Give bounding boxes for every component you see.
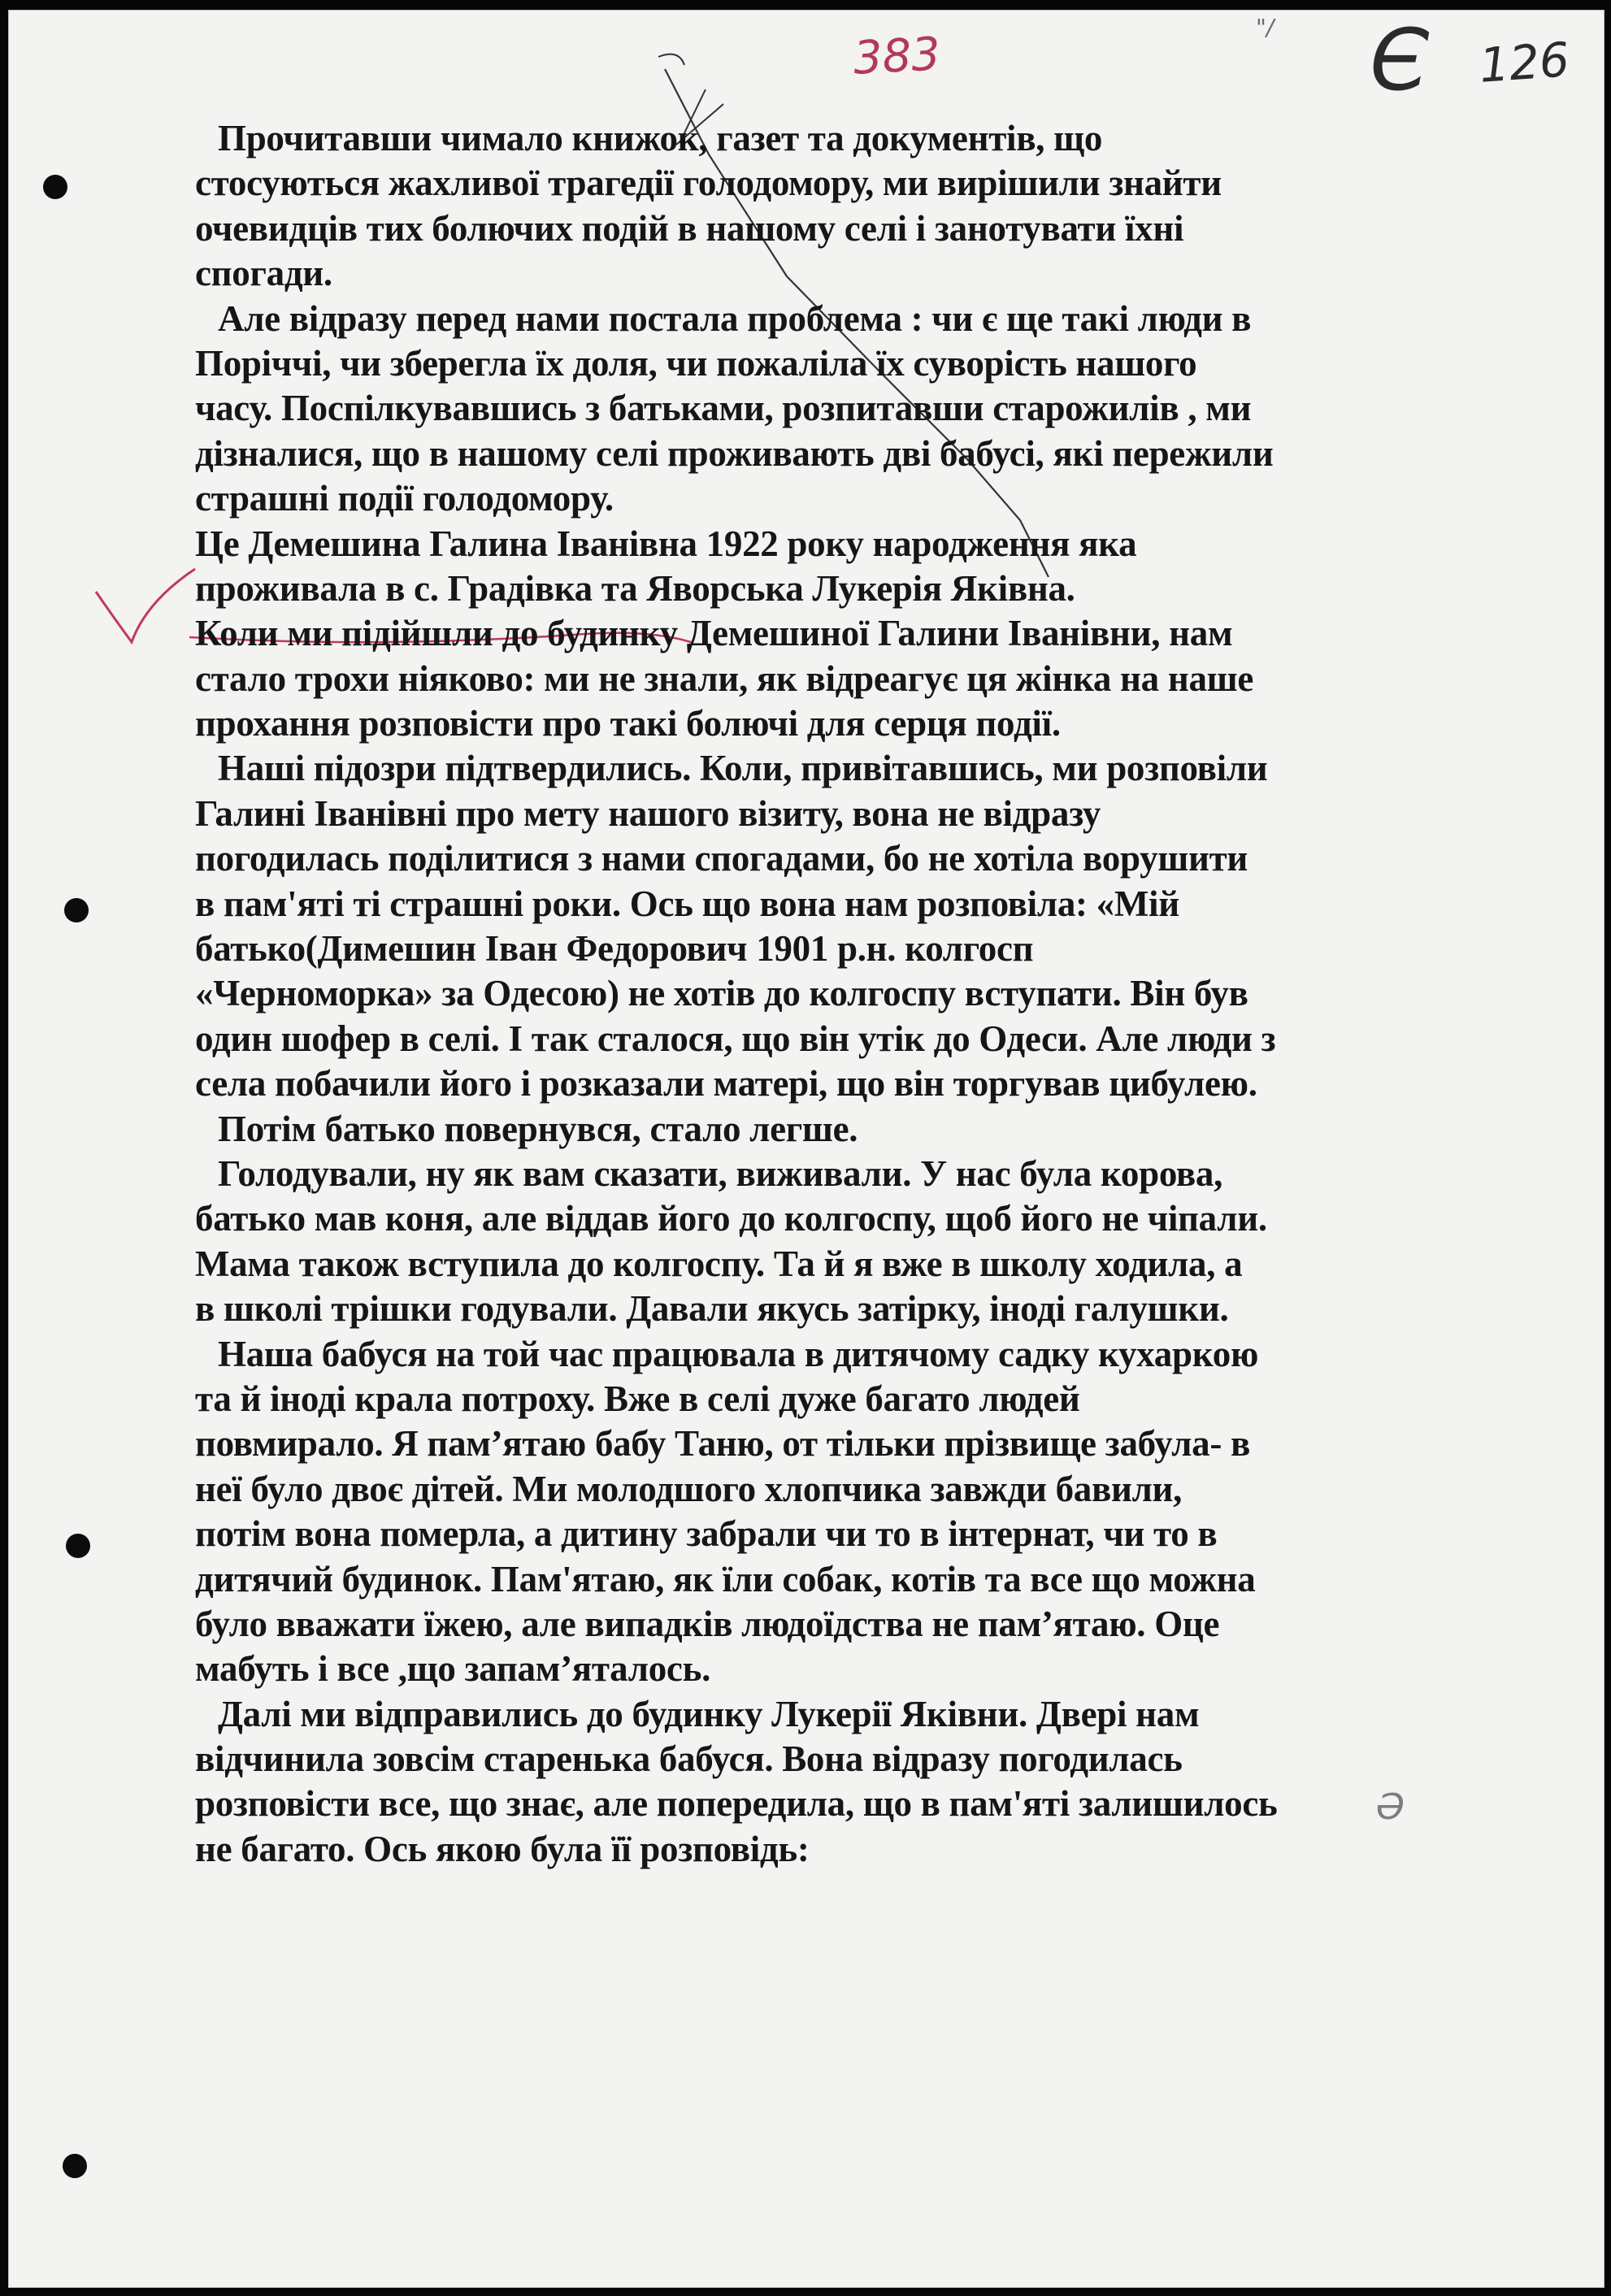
text-line: страшні події голодомору. [195,478,614,519]
text-line: Галині Іванівні про мету нашого візиту, вона не відразу [195,792,1101,834]
text-line: батько(Димешин Іван Федорович 1901 р.н. колгосп [195,928,1034,970]
text-line: в пам'яті ті страшні роки. Ось що вона нам розповіла: «Мій [195,883,1179,924]
text-line: Поріччі, чи зберегла їх доля, чи пожаліла їх суворість нашого [195,342,1197,384]
text-line: очевидців тих болючих подій в нашому селі і занотувати їхні [195,207,1184,249]
folio-number: 126 [1477,32,1571,93]
handwritten-letter-mark: Є [1370,11,1429,110]
text-line: один шофер в селі. І так сталося, що він утік до Одеси. Але люди з [195,1018,1276,1059]
text-line: прохання розповісти про такі болючі для серця події. [195,703,1061,744]
text-line: Мама також вступила до колгоспу. Та й я вже в школу ходила, а [195,1243,1243,1284]
text-line: відчинила зовсім старенька бабуся. Вона відразу погодилась [195,1738,1183,1780]
handwritten-tick-mark: "/ [1256,14,1274,41]
typed-body-text [195,116,1471,1872]
text-line: спогади. [195,253,332,294]
punch-hole-lower-middle [66,1534,90,1558]
text-line: неї було двоє дітей. Ми молодшого хлопчика завжди бавили, [195,1468,1183,1509]
text-line: Коли ми підійшли до будинку Демешиної Галини Іванівни, нам [195,613,1233,654]
text-line: села побачили його і розказали матері, що він торгував цибулею. [195,1063,1257,1105]
text-line: Далі ми відправились до будинку Лукерії Яківни. Двері нам [218,1693,1200,1734]
text-line: дитячий будинок. Пам'ятаю, як їли собак, котів та все що можна [195,1558,1256,1599]
page-number: 383 [852,28,942,85]
text-line: Потім батько повернувся, стало легше. [218,1108,858,1149]
text-line: Наша бабуся на той час працювала в дитячому садку кухаркою [218,1333,1259,1374]
text-line: погодилась поділитися з нами спогадами, бо не хотіла ворушити [195,838,1248,879]
text-line: Прочитавши чимало книжок, газет та документів, що [218,118,1103,158]
text-line: потім вона померла, а дитину забрали чи то в інтернат, чи то в [195,1513,1218,1555]
punch-hole-bottom [63,2154,87,2178]
punch-hole-top [43,175,67,199]
text-line: розповісти все, що знає, але попередила, що в пам'яті залишилось [195,1783,1278,1825]
text-line: стосуються жахливої трагедії голодомору, ми вирішили знайти [195,163,1222,204]
text-line: стало трохи ніяково: ми не знали, як відреагує ця жінка на наше [195,658,1254,699]
text-line: Наші підозри підтвердились. Коли, привітавшись, ми розповіли [218,748,1268,789]
text-line: часу. Поспілкувавшись з батьками, розпитавши старожилів , ми [195,388,1252,429]
text-line: не багато. Ось якою була її розповідь: [195,1828,810,1869]
text-line: повмирало. Я пам’ятаю бабу Таню, от тільки прізвище забула- в [195,1423,1251,1465]
text-line: було вважати їжею, але випадків людоїдства не пам’ятаю. Оце [195,1603,1220,1644]
text-line: «Черноморка» за Одесою) не хотів до колгоспу вступати. Він був [195,973,1248,1014]
handwritten-small-mark: Ә [1376,1786,1405,1828]
text-line: Голодували, ну як вам сказати, виживали. У нас була корова, [218,1152,1223,1194]
text-line: та й іноді крала потроху. Вже в селі дуже багато людей [195,1378,1080,1419]
text-line: дізналися, що в нашому селі проживають дві бабусі, які пережили [195,432,1274,474]
text-line: проживала в с. Градівка та Яворська Лукерія Яківна. [195,567,1075,609]
text-line: мабуть і все ,що запам’яталось. [195,1648,711,1690]
text-line: Це Демешина Галина Іванівна 1922 року народження яка [195,523,1137,564]
text-line: батько мав коня, але віддав його до колгоспу, щоб його не чіпали. [195,1198,1267,1239]
punch-hole-upper-middle [64,898,89,922]
text-line: Але відразу перед нами постала проблема : чи є ще такі люди в [218,297,1252,339]
text-line: в школі трішки годували. Давали якусь затірку, іноді галушки. [195,1288,1229,1330]
